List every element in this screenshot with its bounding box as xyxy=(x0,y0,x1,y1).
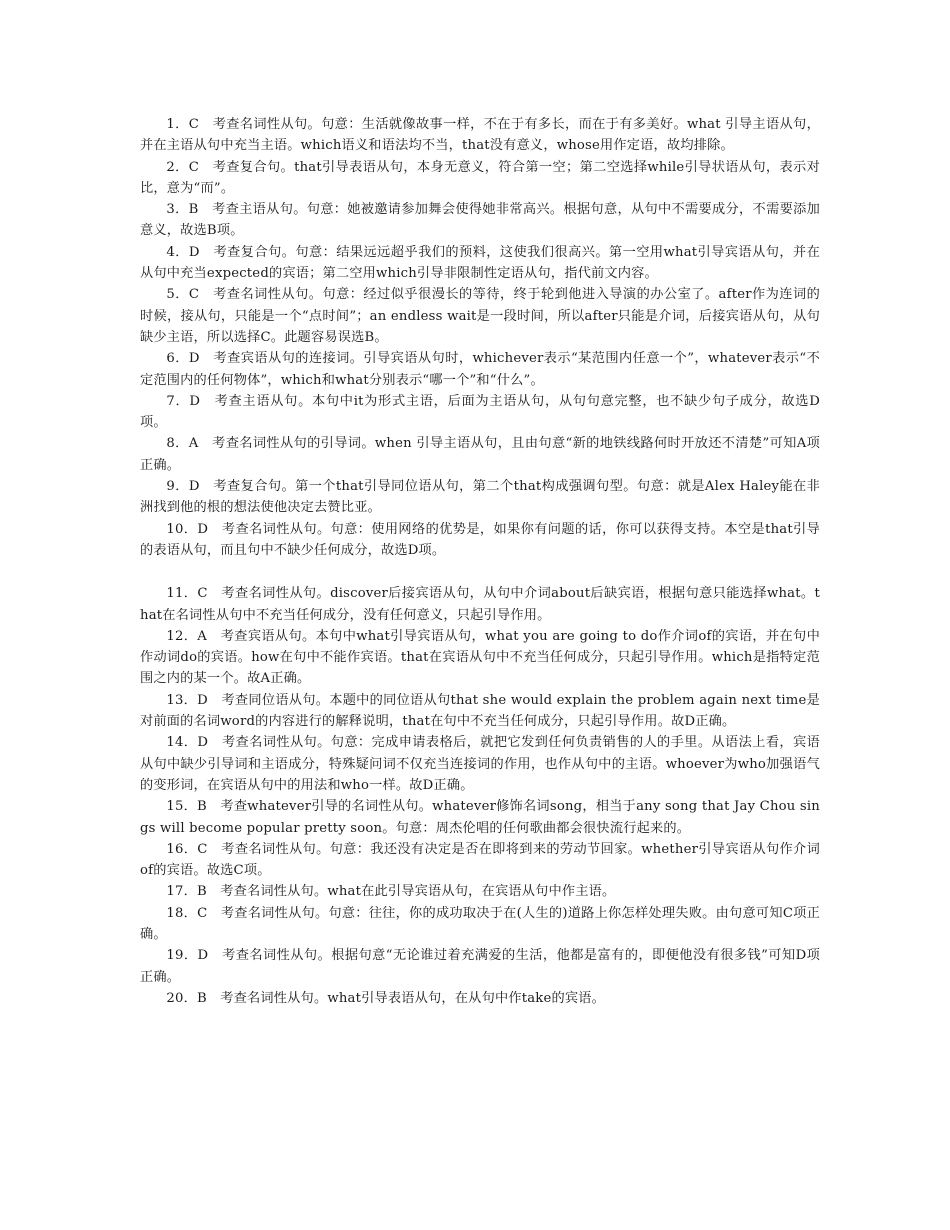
answer-explanations xyxy=(140,114,820,1009)
answer-item-9: 9．D 考查复合句。第一个that引导同位语从句，第二个that构成强调句型。句意：就是Alex Haley能在非洲找到他的根的想法使他决定去赞比亚。 xyxy=(140,479,820,516)
answer-item-14: 14．D 考查名词性从句。句意：完成申请表格后，就把它发到任何负责销售的人的手里。从语法上看，宾语从句中缺少引导词和主语成分，特殊疑问词不仅充当连接词的作用，也作从句中的主语。whoever为who加强语气的变形词，在宾语从句中的用法和who一样。故D正确。 xyxy=(140,735,820,793)
answer-item-19: 19．D 考查名词性从句。根据句意“无论谁过着充满爱的生活，他都是富有的，即便他没有很多钱”可知D项正确。 xyxy=(140,948,820,985)
answer-item-7: 7．D 考查主语从句。本句中it为形式主语，后面为主语从句，从句句意完整，也不缺少句子成分，故选D项。 xyxy=(140,393,820,431)
answer-item-2: 2．C 考查复合句。that引导表语从句，本身无意义，符合第一空；第二空选择while引导状语从句，表示对比，意为“而”。 xyxy=(140,159,820,196)
answer-item-15: 15．B 考查whatever引导的名词性从句。whatever修饰名词song，相当于any song that Jay Chou sings will become popular pretty soon。句意：周杰伦唱的任何歌曲都会很快流行起来的。 xyxy=(140,799,820,836)
answer-item-4: 4．D 考查复合句。句意：结果远远超乎我们的预料，这使我们很高兴。第一空用what引导宾语从句，并在从句中充当expected的宾语；第二空用which引导非限制性定语从句，指代前文内容。 xyxy=(140,244,820,282)
answer-item-1: 1．C 考查名词性从句。句意：生活就像故事一样，不在于有多长，而在于有多美好。what 引导主语从句，并在主语从句中充当主语。which语义和语法均不当，that没有意义，whose用作定语，故均排除。 xyxy=(140,117,820,154)
answer-item-18: 18．C 考查名词性从句。句意：往往，你的成功取决于在(人生的)道路上你怎样处理失败。由句意可知C项正确。 xyxy=(140,905,820,942)
answer-item-13: 13．D 考查同位语从句。本题中的同位语从句that she would explain the problem again next time是对前面的名词word的内容进行的解释说明，that在句中不充当任何成分，只起引导作用。故D正确。 xyxy=(140,692,820,730)
answer-item-3: 3．B 考查主语从句。句意：她被邀请参加舞会使得她非常高兴。根据句意，从句中不需要成分，不需要添加意义，故选B项。 xyxy=(140,202,820,239)
answer-item-20: 20．B 考查名词性从句。what引导表语从句，在从句中作take的宾语。 xyxy=(166,990,606,1006)
answer-item-5: 5．C 考查名词性从句。句意：经过似乎很漫长的等待，终于轮到他进入导演的办公室了。after作为连词的时候，接从句，只能是一个“点时间”；an endless wait是一段时间，所以after只能是介词，后接宾语从句，从句缺少主语，所以选择C。此题容易误选B。 xyxy=(140,287,820,345)
answer-item-8: 8．A 考查名词性从句的引导词。when 引导主语从句，且由句意“新的地铁线路何时开放还不清楚”可知A项正确。 xyxy=(140,436,820,473)
answer-item-11: 11．C 考查名词性从句。discover后接宾语从句，从句中介词about后缺宾语，根据句意只能选择what。that在名词性从句中不充当任何成分，没有任何意义，只起引导作用。 xyxy=(140,586,820,623)
answer-item-12: 12．A 考查宾语从句。本句中what引导宾语从句，what you are going to do作介词of的宾语，并在句中作动词do的宾语。how在句中不能作宾语。that在宾语从句中不充当任何成分，只起引导作用。which是指特定范围之内的某一个。故A正确。 xyxy=(140,628,820,687)
answer-item-10: 10．D 考查名词性从句。句意：使用网络的优势是，如果你有问题的话，你可以获得支持。本空是that引导的表语从句，而且句中不缺少任何成分，故选D项。 xyxy=(140,521,820,558)
answer-item-6: 6．D 考查宾语从句的连接词。引导宾语从句时，whichever表示“某范围内任意一个”，whatever表示“不定范围内的任何物体”，which和what分别表示“哪一个”和“什么”。 xyxy=(140,351,820,388)
section-gap xyxy=(140,561,820,583)
answer-item-16: 16．C 考查名词性从句。句意：我还没有决定是否在即将到来的劳动节回家。whether引导宾语从句作介词of的宾语。故选C项。 xyxy=(140,841,820,879)
answer-item-17: 17．B 考查名词性从句。what在此引导宾语从句，在宾语从句中作主语。 xyxy=(166,884,616,900)
